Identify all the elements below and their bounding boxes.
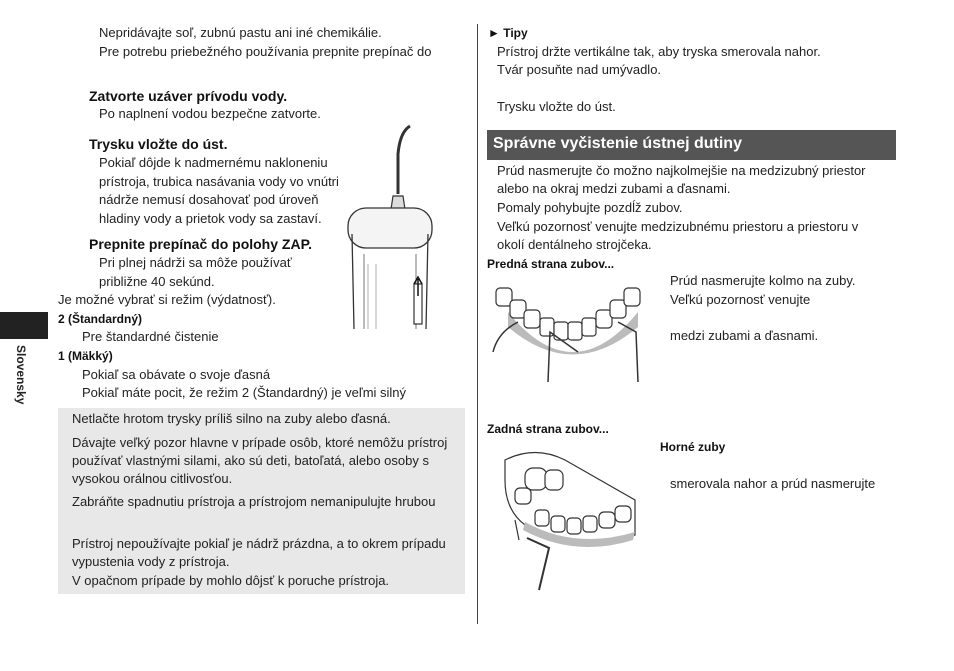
text-line: približne 40 sekúnd. xyxy=(99,274,215,289)
back-text: smerovala nahor a prúd nasmerujte xyxy=(670,476,876,491)
section-title: Správne vyčistenie ústnej dutiny xyxy=(493,135,742,152)
section-line: Prúd nasmerujte čo možno najkolmejšie na medzizubný priestor xyxy=(497,163,866,178)
text-line: Pre štandardné čistenie xyxy=(82,329,219,344)
text-line: nádrže nemusí dosahovať pod úroveň xyxy=(99,192,319,207)
text-line: Je možné vybrať si režim (výdatnosť). xyxy=(58,292,276,307)
text-line: prístroja, trubica nasávania vody vo vnútri xyxy=(99,174,339,189)
text-line: Pokiaľ sa obávate o svoje ďasná xyxy=(82,367,271,382)
caution-text: používať vlastnými silami, ako sú deti, batoľatá, alebo osoby s xyxy=(72,453,429,468)
step-heading-close-cap: Zatvorte uzáver prívodu vody. xyxy=(89,88,288,104)
tips-line: Prístroj držte vertikálne tak, aby tryska smerovala nahor. xyxy=(497,44,821,59)
section-header xyxy=(487,130,896,160)
front-text: medzi zubami a ďasnami. xyxy=(670,328,819,343)
tips-line: Tvár posuňte nad umývadlo. xyxy=(497,62,662,77)
section-line: alebo na okraj medzi zubami a ďasnami. xyxy=(497,181,731,196)
section-line: okolí dentálneho strojčeka. xyxy=(497,237,652,252)
mode-1-label: 1 (Mäkký) xyxy=(58,349,113,363)
caution-text: V opačnom prípade by mohlo dôjsť k poruche prístroja. xyxy=(72,573,390,588)
tips-line: Trysku vložte do úst. xyxy=(497,99,616,114)
front-teeth-label: Predná strana zubov... xyxy=(487,257,615,271)
section-line: Veľkú pozornosť venujte medzizubnému priestoru a priestoru v xyxy=(497,219,859,234)
text-line: hladiny vody a prietok vody sa zastaví. xyxy=(99,211,322,226)
caution-text: Netlačte hrotom trysky príliš silno na zuby alebo ďasná. xyxy=(72,411,391,426)
text-line: Pre potrebu priebežného používania prepnite prepínač do xyxy=(99,44,432,59)
language-tab xyxy=(0,312,48,339)
caution-text: Prístroj nepoužívajte pokiaľ je nádrž prázdna, a to okrem prípadu xyxy=(72,536,446,551)
column-divider xyxy=(477,24,478,624)
front-teeth-illustration xyxy=(488,272,658,382)
step-heading-insert-nozzle: Trysku vložte do úst. xyxy=(89,136,228,152)
back-teeth-illustration xyxy=(495,440,645,595)
back-teeth-label: Zadná strana zubov... xyxy=(487,422,609,436)
caution-text: vysokou orálnou citlivosťou. xyxy=(72,471,233,486)
section-line: Pomaly pohybujte pozdĺž zubov. xyxy=(497,200,683,215)
text-line: Pokiaľ máte pocit, že režim 2 (Štandardný) je veľmi silný xyxy=(82,385,407,400)
caution-text: vypustenia vody z prístroja. xyxy=(72,554,230,569)
text-line: Nepridávajte soľ, zubnú pastu ani iné chemikálie. xyxy=(99,25,382,40)
caution-text: Dávajte veľký pozor hlavne v prípade osôb, ktoré nemôžu prístroj xyxy=(72,435,448,450)
language-label: Slovensky xyxy=(14,345,28,405)
front-text: Prúd nasmerujte kolmo na zuby. xyxy=(670,273,856,288)
water-flosser-illustration xyxy=(340,124,440,334)
caution-text: Zabráňte spadnutiu prístroja a prístrojom nemanipulujte hrubou xyxy=(72,494,436,509)
mode-2-label: 2 (Štandardný) xyxy=(58,312,143,326)
upper-teeth-label: Horné zuby xyxy=(660,440,726,454)
text-line: Po naplnení vodou bezpečne zatvorte. xyxy=(99,106,321,121)
text-line: Pokiaľ dôjde k nadmernému nakloneniu xyxy=(99,155,328,170)
step-heading-switch-on: Prepnite prepínač do polohy ZAP. xyxy=(89,236,312,252)
tips-heading: ► Tipy xyxy=(488,26,528,40)
text-line: Pri plnej nádrži sa môže používať xyxy=(99,255,292,270)
front-text: Veľkú pozornosť venujte xyxy=(670,292,811,307)
